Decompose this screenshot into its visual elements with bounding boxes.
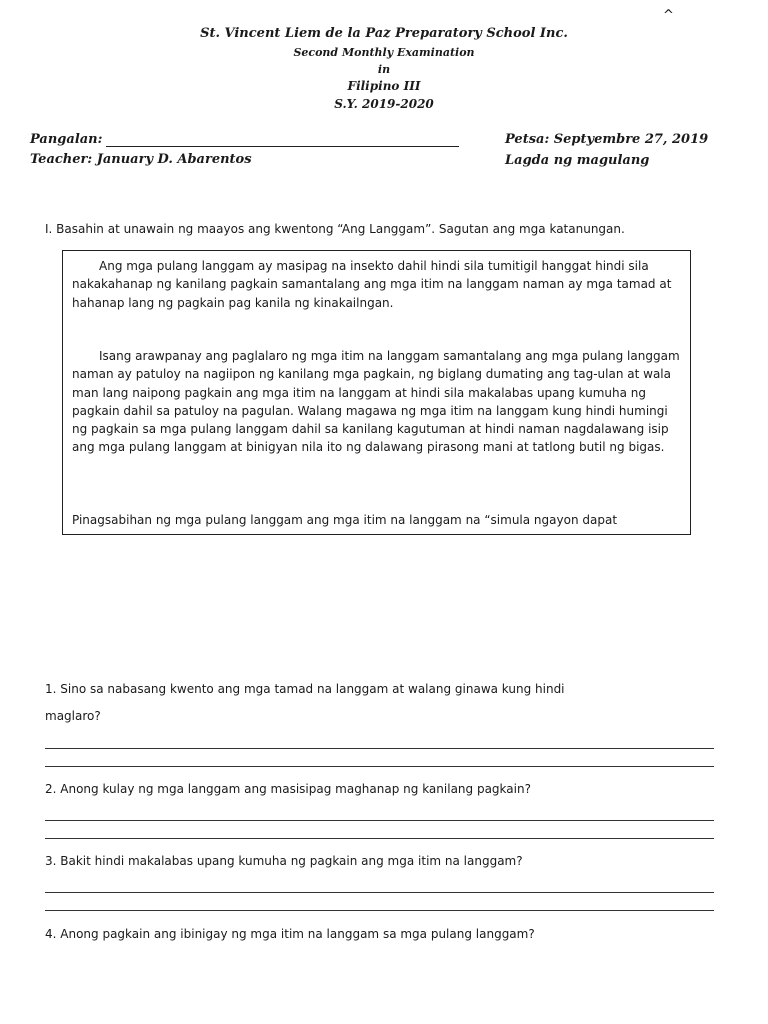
answer-line[interactable] <box>45 838 714 839</box>
question-4: 4. Anong pagkain ang ibinigay ng mga itim na langgam sa mga pulang langgam? <box>45 927 535 941</box>
answer-line[interactable] <box>45 748 714 749</box>
teacher-name: Teacher: January D. Abarentos <box>30 152 252 167</box>
question-1-continued: maglaro? <box>45 709 101 723</box>
name-label: Pangalan: <box>30 132 103 147</box>
corner-mark: ^ <box>663 8 674 23</box>
question-1: 1. Sino sa nabasang kwento ang mga tamad na langgam at walang ginawa kung hindi <box>45 682 565 696</box>
exam-title: Second Monthly Examination <box>293 46 475 59</box>
story-paragraph-1: Ang mga pulang langgam ay masipag na insekto dahil hindi sila tumitigil hanggat hindi sila nakakahanap ng kanilang pagkain samantalang ang mga itim na langgam naman ay mga tamad at hahanap lang ng pagkain pag kanila ng kinakailngan. <box>72 259 672 310</box>
school-year: S.Y. 2019-2020 <box>334 97 434 111</box>
story-paragraph-3: Pinagsabihan ng mga pulang langgam ang mga itim na langgam na “simula ngayon dapat <box>72 513 618 527</box>
question-2: 2. Anong kulay ng mga langgam ang masisipag maghanap ng kanilang pagkain? <box>45 782 531 796</box>
instruction-text: I. Basahin at unawain ng maayos ang kwentong “Ang Langgam”. Sagutan ang mga katanungan. <box>45 222 625 236</box>
story-paragraph-2: Isang arawpanay ang paglalaro ng mga itim na langgam samantalang ang mga pulang langgam naman ay patuloy na nagiipon ng kanilang mga pagkain, ng biglang dumating ang tag-ulan at wala man lang naipong pagkain ang mga itim na langgam at hindi sila makalabas upang kumuha ng pagkain dahil sa patuloy na pagulan. Walang magawa ng mga itim na langgam kung hindi humingi ng pagkain sa mga pulang langgam dahil sa kanilang kagutuman at hindi naman nagdalawang isip ang mga pulang langgam at binigyan nila ito ng dalawang pirasong mani at tatlong butil ng bigas. <box>72 349 680 455</box>
name-blank-line[interactable] <box>106 146 459 147</box>
parent-signature-label: Lagda ng magulang <box>505 153 650 168</box>
answer-line[interactable] <box>45 766 714 767</box>
answer-line[interactable] <box>45 910 714 911</box>
question-3: 3. Bakit hindi makalabas upang kumuha ng pagkain ang mga itim na langgam? <box>45 854 523 868</box>
answer-line[interactable] <box>45 820 714 821</box>
story-box <box>62 250 691 535</box>
exam-in: in <box>377 63 391 76</box>
exam-date: Petsa: Septyembre 27, 2019 <box>505 132 709 147</box>
subject-title: Filipino III <box>347 79 421 93</box>
school-name: St. Vincent Liem de la Paz Preparatory School Inc. <box>200 26 568 41</box>
answer-line[interactable] <box>45 892 714 893</box>
